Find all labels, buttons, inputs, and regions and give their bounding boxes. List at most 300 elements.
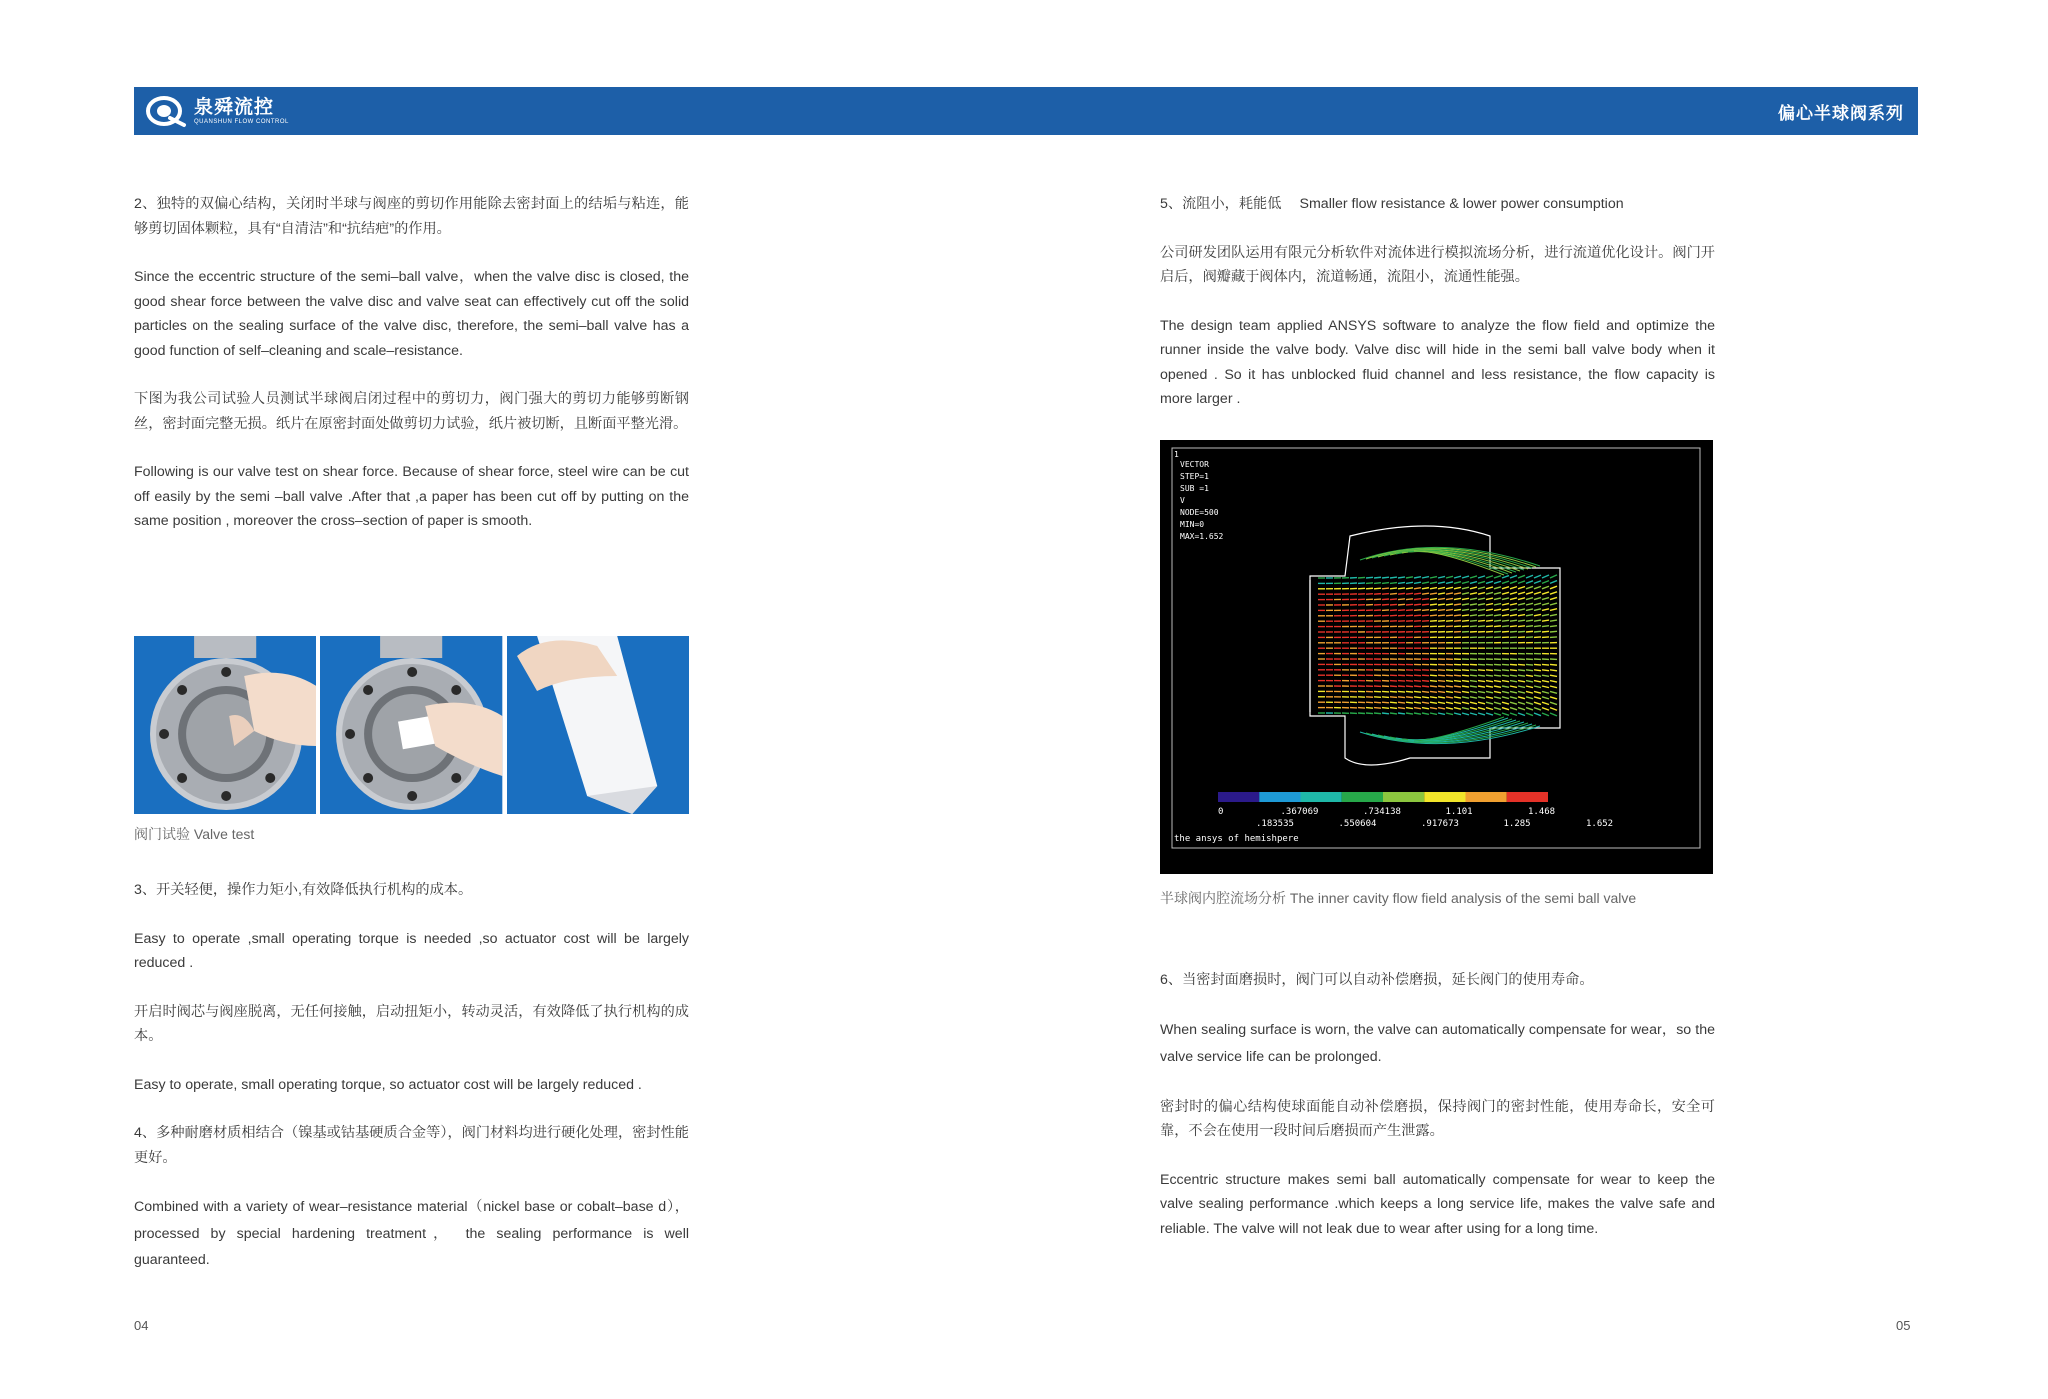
- right-column-top: [1160, 192, 1715, 436]
- flow-vector: [1414, 697, 1421, 698]
- flow-vector: [1534, 670, 1541, 671]
- flow-vector: [1502, 598, 1509, 600]
- flow-vector: [1550, 597, 1557, 599]
- flow-vector: [1414, 681, 1421, 682]
- flow-vector: [1502, 686, 1509, 687]
- flow-vector: [1382, 577, 1389, 578]
- flow-vector: [1438, 615, 1445, 616]
- series-title: 偏心半球阀系列: [1778, 103, 1904, 123]
- colorbar-label-top: .734138: [1363, 807, 1401, 817]
- flow-vector: [1454, 621, 1461, 622]
- flow-vector: [1542, 620, 1549, 621]
- flow-vector: [1534, 691, 1541, 693]
- flow-vector: [1462, 582, 1469, 584]
- flow-vector: [1366, 577, 1373, 578]
- company-logo: [144, 94, 289, 128]
- flow-vector: [1550, 631, 1557, 632]
- flow-vector: [1422, 702, 1429, 703]
- flow-vector: [1358, 577, 1365, 578]
- flow-vector: [1486, 631, 1493, 632]
- flow-vector: [1470, 604, 1477, 605]
- flow-vector: [1502, 681, 1509, 682]
- ansys-info-line: VECTOR: [1180, 460, 1209, 469]
- flow-vector: [1494, 713, 1501, 715]
- flow-vector: [1518, 581, 1525, 583]
- valve-photo-3: [507, 636, 689, 814]
- left-p2-cn: 下图为我公司试验人员测试半球阀启闭过程中的剪切力，阀门强大的剪切力能够剪断钢丝，密封面完整无损。纸片在原密封面处做剪切力试验，纸片被切断，且断面平整光滑。: [134, 391, 689, 432]
- flow-vector: [1422, 691, 1429, 692]
- flow-vector: [1534, 675, 1541, 676]
- flow-vector: [1542, 702, 1549, 704]
- photo-caption: 阀门试验 Valve test: [134, 826, 255, 842]
- left-p1-cn: 2、独特的双偏心结构，关闭时半球与阀座的剪切作用能除去密封面上的结垢与粘连，能够剪切固体颗粒，具有“自清洁”和“抗结疤”的作用。: [134, 196, 689, 237]
- flow-vector: [1486, 620, 1493, 621]
- right-p2-cn: 6、当密封面磨损时，阀门可以自动补偿磨损，延长阀门的使用寿命。: [1160, 972, 1594, 988]
- flow-vector: [1454, 593, 1461, 594]
- flow-vector: [1454, 626, 1461, 627]
- flow-vector: [1518, 592, 1525, 594]
- flow-vector: [1510, 686, 1517, 687]
- flow-vector: [1398, 577, 1405, 578]
- flow-vector: [1470, 702, 1477, 704]
- flow-vector: [1486, 598, 1493, 600]
- flow-vector: [1406, 582, 1413, 583]
- flow-vector: [1494, 576, 1501, 578]
- flow-vector: [1430, 713, 1437, 714]
- flow-vector: [1430, 621, 1437, 622]
- flow-vector: [1502, 691, 1509, 693]
- flow-vector: [1390, 708, 1397, 709]
- flow-vector: [1438, 713, 1445, 714]
- flow-vector: [1470, 686, 1477, 687]
- flow-vector: [1502, 626, 1509, 627]
- flow-vector: [1446, 675, 1453, 676]
- flow-vector: [1462, 691, 1469, 692]
- flow-vector: [1502, 713, 1509, 715]
- flow-vector: [1422, 697, 1429, 698]
- flow-vector: [1510, 587, 1517, 589]
- flow-vector: [1454, 576, 1461, 578]
- flow-vector: [1494, 675, 1501, 676]
- flow-vector: [1486, 604, 1493, 605]
- flow-vector: [1422, 604, 1429, 605]
- page-number-left: 04: [134, 1318, 149, 1333]
- flow-vector: [1478, 691, 1485, 692]
- flow-vector: [1470, 691, 1477, 692]
- flow-vector: [1462, 615, 1469, 616]
- flow-vector: [1478, 708, 1485, 710]
- flow-vector: [1406, 708, 1413, 709]
- colorbar-segment: [1424, 792, 1465, 802]
- flow-vector: [1390, 604, 1397, 605]
- flow-vector: [1462, 587, 1469, 589]
- flow-vector: [1414, 610, 1421, 611]
- flow-vector: [1390, 702, 1397, 703]
- flow-vector: [1534, 713, 1541, 716]
- flow-vector: [1526, 581, 1533, 584]
- flow-vector: [1422, 713, 1429, 714]
- left-column-bottom: [134, 878, 689, 1298]
- flow-vector: [1510, 598, 1517, 600]
- flow-vector: [1390, 593, 1397, 594]
- colorbar-label-bottom: .183535: [1256, 819, 1294, 829]
- flow-vector: [1478, 615, 1485, 616]
- flow-vector: [1454, 615, 1461, 616]
- flow-vector: [1542, 697, 1549, 699]
- flow-vector: [1550, 702, 1557, 704]
- flow-vector: [1422, 708, 1429, 709]
- flow-vector: [1510, 664, 1517, 665]
- flow-vector: [1542, 614, 1549, 615]
- flow-vector: [1494, 592, 1501, 594]
- flow-vector: [1494, 587, 1501, 589]
- flow-vector: [1486, 587, 1493, 589]
- figure-caption: 半球阀内腔流场分析 The inner cavity flow field analysis of the semi ball valve: [1160, 890, 1637, 906]
- flow-vector: [1486, 626, 1493, 627]
- flow-vector: [1526, 681, 1533, 682]
- flow-vector: [1454, 670, 1461, 671]
- flow-vector: [1382, 691, 1389, 692]
- ansys-info-line: SUB =1: [1180, 484, 1209, 493]
- flow-vector: [1414, 582, 1421, 583]
- flow-vector: [1518, 620, 1525, 621]
- flow-vector: [1462, 593, 1469, 594]
- flow-vector: [1398, 599, 1405, 600]
- flow-vector: [1478, 670, 1485, 671]
- flow-vector: [1542, 575, 1549, 578]
- flow-vector: [1430, 702, 1437, 703]
- flow-vector: [1526, 691, 1533, 693]
- flow-vector: [1550, 603, 1557, 605]
- flow-vector: [1534, 586, 1541, 588]
- colorbar-label-bottom: .917673: [1421, 819, 1459, 829]
- colorbar-label-bottom: .550604: [1338, 819, 1377, 829]
- flow-vector: [1534, 686, 1541, 688]
- flow-vector: [1502, 664, 1509, 665]
- flow-vector: [1462, 675, 1469, 676]
- flow-vector: [1374, 708, 1381, 709]
- flow-vector: [1462, 681, 1469, 682]
- flow-vector: [1494, 686, 1501, 687]
- flow-vector: [1454, 697, 1461, 698]
- flow-vector: [1542, 603, 1549, 605]
- flow-vector: [1478, 587, 1485, 589]
- flow-vector: [1406, 697, 1413, 698]
- flow-vector: [1430, 599, 1437, 600]
- flow-vector: [1518, 575, 1525, 578]
- flow-vector: [1398, 593, 1405, 594]
- flow-vector: [1478, 681, 1485, 682]
- flow-vector: [1494, 626, 1501, 627]
- flow-vector: [1478, 697, 1485, 698]
- flow-vector: [1478, 581, 1485, 583]
- left-p4-en: Easy to operate, small operating torque, so actuator cost will be largely reduced .: [134, 1076, 642, 1093]
- flow-vector: [1486, 702, 1493, 704]
- flow-vector: [1422, 577, 1429, 578]
- flow-vector: [1486, 576, 1493, 578]
- flow-vector: [1398, 686, 1405, 687]
- flow-vector: [1438, 576, 1445, 578]
- flow-vector: [1486, 615, 1493, 616]
- logo-en-text: QUANSHUN FLOW CONTROL: [194, 118, 289, 125]
- page-number-right: 05: [1896, 1318, 1911, 1333]
- flow-vector: [1470, 615, 1477, 616]
- flow-vector: [1510, 631, 1517, 632]
- flow-vector: [1398, 610, 1405, 611]
- flow-vector: [1518, 681, 1525, 682]
- flow-vector: [1494, 708, 1501, 710]
- flow-vector: [1414, 604, 1421, 605]
- flow-vector: [1486, 713, 1493, 715]
- flow-vector: [1550, 691, 1557, 693]
- flow-vector: [1518, 708, 1525, 710]
- flow-vector: [1446, 582, 1453, 584]
- flow-vector: [1382, 583, 1389, 584]
- flow-vector: [1510, 697, 1517, 699]
- flow-vector: [1446, 604, 1453, 605]
- flow-vector: [1486, 697, 1493, 699]
- flow-vector: [1414, 713, 1421, 714]
- flow-vector: [1494, 620, 1501, 621]
- flow-vector: [1478, 620, 1485, 621]
- flow-vector: [1550, 592, 1557, 594]
- flow-vector: [1542, 631, 1549, 632]
- flow-vector: [1438, 691, 1445, 692]
- flow-vector: [1414, 702, 1421, 703]
- flow-vector: [1374, 702, 1381, 703]
- flow-vector: [1510, 708, 1517, 710]
- flow-vector: [1446, 691, 1453, 692]
- flow-vector: [1494, 581, 1501, 583]
- flow-vector: [1398, 702, 1405, 703]
- flow-vector: [1542, 581, 1549, 584]
- flow-vector: [1534, 626, 1541, 627]
- flow-vector: [1502, 615, 1509, 616]
- flow-vector: [1462, 697, 1469, 698]
- flow-vector: [1542, 609, 1549, 611]
- flow-vector: [1526, 586, 1533, 588]
- flow-vector: [1550, 675, 1557, 676]
- flow-vector: [1518, 598, 1525, 600]
- flow-vector: [1398, 708, 1405, 709]
- flow-vector: [1390, 588, 1397, 589]
- flow-vector: [1462, 708, 1469, 710]
- flow-vector: [1502, 675, 1509, 676]
- flow-vector: [1542, 670, 1549, 671]
- flow-vector: [1510, 575, 1517, 578]
- flow-vector: [1430, 691, 1437, 692]
- flow-vector: [1518, 670, 1525, 671]
- flow-vector: [1486, 681, 1493, 682]
- flow-vector: [1518, 609, 1525, 610]
- flow-vector: [1438, 697, 1445, 698]
- flow-vector: [1510, 675, 1517, 676]
- flow-vector: [1486, 691, 1493, 692]
- flow-vector: [1510, 681, 1517, 682]
- flow-vector: [1454, 681, 1461, 682]
- flow-vector: [1390, 697, 1397, 698]
- colorbar-segment: [1301, 792, 1342, 802]
- flow-vector: [1414, 599, 1421, 600]
- flow-vector: [1406, 686, 1413, 687]
- flow-vector: [1534, 592, 1541, 594]
- flow-vector: [1438, 582, 1445, 583]
- flow-vector: [1486, 664, 1493, 665]
- flow-vector: [1510, 620, 1517, 621]
- flow-vector: [1534, 603, 1541, 605]
- flow-vector: [1430, 686, 1437, 687]
- flow-vector: [1534, 581, 1541, 584]
- flow-vector: [1510, 670, 1517, 671]
- flow-vector: [1470, 593, 1477, 595]
- colorbar-label-bottom: 1.285: [1503, 819, 1531, 829]
- flow-vector: [1542, 708, 1549, 711]
- flow-vector: [1534, 575, 1541, 578]
- flow-vector: [1494, 697, 1501, 699]
- flow-vector: [1502, 592, 1509, 594]
- flow-vector: [1422, 675, 1429, 676]
- right-p3-cn: 密封时的偏心结构使球面能自动补偿磨损，保持阀门的密封性能，使用寿命长，安全可靠，不会在使用一段时间后磨损而产生泄露。: [1160, 1098, 1715, 1139]
- flow-vector: [1486, 592, 1493, 594]
- flow-vector: [1534, 708, 1541, 710]
- flow-vector: [1422, 681, 1429, 682]
- flow-vector: [1550, 581, 1557, 584]
- flow-vector: [1494, 609, 1501, 610]
- flow-vector: [1414, 691, 1421, 692]
- flow-vector: [1550, 609, 1557, 611]
- flow-vector: [1478, 675, 1485, 676]
- flow-vector: [1518, 587, 1525, 589]
- flow-vector: [1550, 670, 1557, 671]
- flow-vector: [1494, 702, 1501, 704]
- flow-vector: [1526, 620, 1533, 621]
- flow-vector: [1550, 575, 1557, 578]
- flow-vector: [1462, 626, 1469, 627]
- flow-vector: [1526, 664, 1533, 665]
- flow-vector: [1422, 593, 1429, 594]
- flow-vector: [1486, 686, 1493, 687]
- flow-vector: [1398, 604, 1405, 605]
- flow-vector: [1470, 708, 1477, 710]
- ansys-info-line: MAX=1.652: [1180, 532, 1224, 541]
- colorbar-segment: [1342, 792, 1383, 802]
- flow-vector: [1502, 702, 1509, 704]
- flow-vector: [1382, 599, 1389, 600]
- flow-vector: [1382, 588, 1389, 589]
- left-p5-en: Combined with a variety of wear–resistance material（nickel base or cobalt–base d），processed by special hardening treatment， the sealing performance is well guaranteed.: [134, 1199, 689, 1268]
- flow-vector: [1534, 609, 1541, 611]
- flow-vector: [1414, 593, 1421, 594]
- flow-vector: [1470, 576, 1477, 578]
- flow-vector: [1518, 631, 1525, 632]
- flow-vector: [1526, 631, 1533, 632]
- flow-vector: [1390, 610, 1397, 611]
- flow-vector: [1470, 598, 1477, 599]
- flow-vector: [1526, 609, 1533, 610]
- flow-vector: [1534, 697, 1541, 699]
- flow-vector: [1534, 598, 1541, 600]
- right-p3-en: Eccentric structure makes semi ball automatically compensate for wear to keep the valve sealing performance .which keeps a long service life, makes the valve safe and reliable. The valve will not leak due to wear after using for a long time.: [1160, 1171, 1715, 1237]
- flow-vector: [1502, 631, 1509, 632]
- flow-vector: [1430, 697, 1437, 698]
- flow-vector: [1366, 588, 1373, 589]
- flow-vector: [1398, 691, 1405, 692]
- flow-vector: [1518, 686, 1525, 687]
- flow-vector: [1502, 670, 1509, 671]
- flow-vector: [1454, 582, 1461, 584]
- flow-vector: [1414, 588, 1421, 589]
- flow-vector: [1534, 614, 1541, 615]
- flow-vector: [1542, 586, 1549, 589]
- flow-vector: [1390, 599, 1397, 600]
- flow-vector: [1446, 686, 1453, 687]
- flow-vector: [1502, 620, 1509, 621]
- flow-vector: [1486, 670, 1493, 671]
- flow-vector: [1446, 702, 1453, 703]
- right-p1-en: The design team applied ANSYS software to analyze the flow field and optimize the runner inside the valve body. Valve disc will hide in the semi ball valve body when it opened . So it has unblocked fluid channel and less resistance, the flow capacity is more larger .: [1160, 317, 1715, 407]
- flow-vector: [1510, 592, 1517, 594]
- flow-vector: [1406, 610, 1413, 611]
- flow-vector: [1454, 609, 1461, 610]
- flow-vector: [1486, 581, 1493, 583]
- flow-vector: [1462, 702, 1469, 703]
- flow-vector: [1406, 702, 1413, 703]
- flow-vector: [1398, 713, 1405, 714]
- flow-vector: [1510, 615, 1517, 616]
- flow-vector: [1494, 664, 1501, 665]
- flow-vector: [1390, 713, 1397, 714]
- flow-vector: [1382, 697, 1389, 698]
- flow-vector: [1446, 576, 1453, 578]
- flow-vector: [1510, 691, 1517, 693]
- flow-vector: [1550, 626, 1557, 627]
- flow-vector: [1478, 713, 1485, 715]
- flow-vector: [1446, 626, 1453, 627]
- flow-vector: [1382, 594, 1389, 595]
- flow-vector: [1550, 614, 1557, 615]
- flow-vector: [1446, 708, 1453, 709]
- flow-vector: [1422, 621, 1429, 622]
- flow-vector: [1454, 702, 1461, 703]
- colorbar-label-top: 1.101: [1445, 807, 1473, 817]
- flow-vector: [1374, 599, 1381, 600]
- flow-vector: [1518, 713, 1525, 715]
- flow-vector: [1382, 708, 1389, 709]
- flow-vector: [1414, 686, 1421, 687]
- flow-vector: [1550, 686, 1557, 688]
- flow-vector: [1542, 664, 1549, 665]
- flow-vector: [1526, 626, 1533, 627]
- flow-vector: [1518, 664, 1525, 665]
- flow-vector: [1526, 670, 1533, 671]
- left-p3-cn: 3、开关轻便，操作力矩小,有效降低执行机构的成本。: [134, 882, 473, 898]
- flow-vector: [1494, 631, 1501, 632]
- flow-vector: [1550, 681, 1557, 682]
- flow-vector: [1374, 588, 1381, 589]
- flow-vector: [1486, 675, 1493, 676]
- right-p1-title: 5、流阻小，耗能低 Smaller flow resistance & lower power consumption: [1160, 196, 1624, 212]
- left-p1-en: Since the eccentric structure of the semi–ball valve，when the valve disc is closed, the good shear force between the valve disc and valve seat can effectively cut off the solid particles on the sealing surface of the valve disc, therefore, the semi–ball valve has a good function of self–cleaning and scale–resistance.: [134, 269, 689, 359]
- flow-vector: [1422, 582, 1429, 583]
- flow-vector: [1526, 603, 1533, 605]
- flow-vector: [1390, 686, 1397, 687]
- flow-vector: [1390, 583, 1397, 584]
- colorbar-segment: [1383, 792, 1424, 802]
- flow-vector: [1398, 588, 1405, 589]
- flow-vector: [1438, 593, 1445, 594]
- flow-vector: [1438, 598, 1445, 599]
- flow-vector: [1478, 604, 1485, 605]
